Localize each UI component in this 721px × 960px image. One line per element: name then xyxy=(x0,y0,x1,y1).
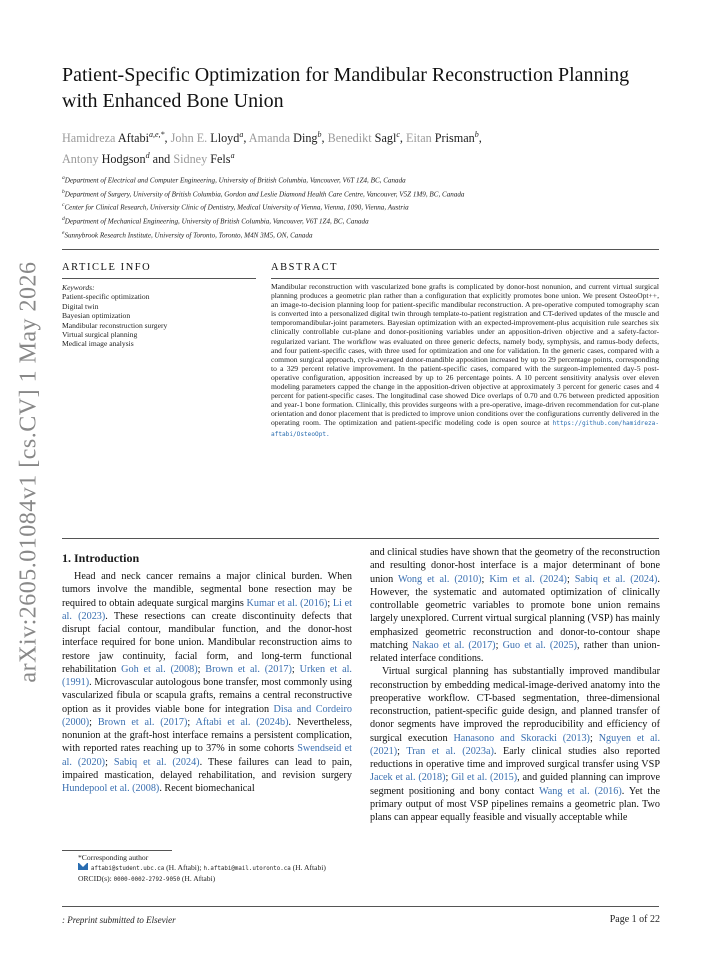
author-first-name: Amanda xyxy=(248,131,294,146)
body-text: Head and neck cancer remains a major clinical burden. When tumors involve the mandible, segmental bone resection may be required to obtain adequate surgical margins xyxy=(62,571,352,609)
article-info-rule xyxy=(62,278,256,279)
orcid-id[interactable]: 0000-0002-2792-9050 xyxy=(113,877,180,884)
header-divider xyxy=(62,249,659,250)
email-owner-2: (H. Aftabi) xyxy=(292,863,326,873)
author xyxy=(173,152,234,166)
affiliation-mark: c xyxy=(62,202,65,209)
intro-paragraph-1 xyxy=(62,570,352,795)
author-affiliation-mark: a,e,* xyxy=(148,130,165,139)
body-text: ; xyxy=(445,772,452,784)
author-last-name: Fels xyxy=(210,152,231,167)
author-affiliation-mark: c xyxy=(396,130,400,139)
email-address-2[interactable]: h.aftabi@mail.utoronto.ca xyxy=(203,866,291,873)
citation-link[interactable]: Brown et al. (2017) xyxy=(97,716,188,728)
body-text: ; xyxy=(197,663,206,675)
affiliation xyxy=(62,228,682,242)
article-info-heading: ARTICLE INFO xyxy=(62,262,152,273)
affiliation xyxy=(62,200,682,214)
author-separator: and xyxy=(149,152,174,167)
code-repository-link[interactable]: https://github.com/hamidreza-aftabi/OsteoOpt. xyxy=(271,420,660,438)
author-affiliation-mark: d xyxy=(145,151,150,161)
body-text: ; xyxy=(291,663,300,675)
affiliation-text: Department of Surgery, University of British Columbia, Gordon and Leslie Diamond Health Care Centre, Vancouver, V5Z 1M9, BC, Canada xyxy=(64,190,465,199)
affiliation-list xyxy=(62,173,682,241)
author-last-name: Hodgson xyxy=(101,152,146,167)
citation-link[interactable]: Hundepool et al. (2008) xyxy=(62,783,160,794)
citation-link[interactable]: Hanasono and Skoracki (2013) xyxy=(453,732,590,744)
body-text: . Recent biomechanical xyxy=(159,783,255,794)
author xyxy=(328,131,406,145)
body-text: , rather than union-related interface conditions. xyxy=(370,639,660,664)
keyword: Bayesian optimization xyxy=(62,311,131,321)
abstract-divider xyxy=(62,538,659,539)
affiliation-text: Sunnybrook Research Institute, University of Toronto, Toronto, M4N 3M5, ON, Canada xyxy=(64,230,313,239)
author-affiliation-mark: b xyxy=(317,130,322,139)
author-last-name: Aftabi xyxy=(117,131,149,146)
introduction-heading: 1. Introduction xyxy=(62,551,140,565)
author-separator: , xyxy=(321,131,328,146)
body-text: ; xyxy=(397,745,407,757)
paper-title xyxy=(62,62,682,114)
citation-link[interactable]: Nguyen et al. (2021) xyxy=(370,732,660,757)
corresponding-author-note: *Corresponding author xyxy=(78,853,149,862)
citation-link[interactable]: Tran et al. (2023a) xyxy=(406,745,494,757)
author-affiliation-mark: a xyxy=(239,130,244,139)
body-text: ; xyxy=(589,732,599,744)
author-separator: , xyxy=(478,131,482,146)
affiliation-text: Department of Electrical and Computer Engineering, University of British Columbia, Vancouver, V6T 1Z4, BC, Canada xyxy=(64,176,406,185)
title-line-2: with Enhanced Bone Union xyxy=(62,90,284,112)
author xyxy=(171,131,249,145)
email-owner-1: (H. Aftabi); xyxy=(166,863,202,873)
keywords-list xyxy=(62,292,262,348)
orcid-line xyxy=(62,874,352,885)
author-first-name: Hamidreza xyxy=(62,131,118,146)
body-text: ; xyxy=(495,639,503,651)
abstract-body xyxy=(271,282,659,439)
author-last-name: Lloyd xyxy=(210,131,240,146)
affiliation xyxy=(62,173,682,187)
body-text: . However, the systematic and automated optimization of clinically controllable geometric variables to promote bone union remains largely unexplored. Current virtual surgical planning (VSP) has mainly emphasized geometric reconstruction and donor-to-contour shape matching xyxy=(370,573,660,651)
author xyxy=(62,131,171,145)
author-affiliation-mark: b xyxy=(474,130,479,139)
citation-link[interactable]: Swendseid et al. (2020) xyxy=(62,743,352,768)
footnote-rule xyxy=(62,850,172,851)
citation-link[interactable]: Kumar et al. (2016) xyxy=(246,597,328,609)
body-text: ; xyxy=(327,597,333,609)
author-separator: , xyxy=(399,131,406,146)
keyword: Mandibular reconstruction surgery xyxy=(62,320,168,330)
body-text: . These resections can create discontinuity defects that disrupt facial contour, mandibular function, and the donor-host interface required for bone union. Mandibular reconstruction aims to restore jaw continuity, facial form, and long-term functional rehabilitation xyxy=(62,610,352,675)
affiliation-mark: e xyxy=(62,229,65,236)
citation-link[interactable]: Jacek et al. (2018) xyxy=(370,772,446,784)
author xyxy=(62,152,173,166)
citation-link[interactable]: Urken et al. (1991) xyxy=(62,663,352,688)
author-first-name: Sidney xyxy=(173,152,211,167)
author-list xyxy=(62,126,682,168)
keyword: Patient-specific optimization xyxy=(62,292,150,302)
citation-link[interactable]: Nakao et al. (2017) xyxy=(412,639,496,651)
affiliation xyxy=(62,214,682,228)
citation-link[interactable]: Wong et al. (2010) xyxy=(398,573,482,585)
author-first-name: Antony xyxy=(62,152,102,167)
citation-link[interactable]: Aftabi et al. (2024b) xyxy=(195,716,289,728)
citation-link[interactable]: Disa and Cordeiro (2000) xyxy=(62,703,352,728)
orcid-owner: (H. Aftabi) xyxy=(181,874,216,884)
body-text: . These failures can lead to pain, impaired mastication, delayed rehabilitation, and revision surgery xyxy=(62,756,352,781)
author-first-name: Benedikt xyxy=(327,131,375,146)
intro-paragraph-3 xyxy=(370,665,660,824)
left-column xyxy=(62,570,352,795)
keyword: Digital twin xyxy=(62,301,99,311)
arxiv-sidebar-stamp xyxy=(12,262,46,682)
footer-rule xyxy=(62,906,659,907)
citation-link[interactable]: Guo et al. (2025) xyxy=(502,639,578,651)
body-text: . Microvascular autologous bone transfer, most commonly using vascularized fibula or scapula grafts, remains a central reconstructive option as it provides viable bone for integration xyxy=(62,677,352,715)
author-first-name: Eitan xyxy=(406,131,435,146)
body-text: . Yet the primary output of most VSP pipelines remains a geometric plan. Two plans can appear equally feasible and visually acceptable while xyxy=(370,785,660,823)
abstract-text: Mandibular reconstruction with vascularized bone grafts is complicated by donor-host nonunion, and current virtual surgical planning produces a geometric plan rather than a configuration that explicitly promotes bone union. We present OsteoOpt++, an image-to-decision planning loop for patient-specific mandibular reconstruction. A pre-operative computed tomography scan is converted into a personalized digital twin through template-to-patient registration and CT-derived updates of the muscle and temporomandibular-joint parameters. Bayesian optimization with an expected-improvement-plus acquisition rule searches six clinically controllable cut-plane and donor-positioning variables under an apposition-driven objective and a safety-factor-regularized variant. The workflow was evaluated on three generic defects, namely body, symphysis, and ramus-body defects, and four patient-specific cases, with three used for optimization and one for validation. In the generic cases, compared with a common surgical approach, cycle-averaged donor-mandible apposition increased by up to 29 percentage points, corresponding to a 329 percent relative improvement. In the patient-specific cases, compared with the surgeon-implemented day-5 post-operative configuration, apposition increased by up to 26 percentage points. A 10 percent sensitivity analysis over eleven modeling parameters capped the change in the apposition-driven objective at approximately 3 percent for generic cases and 4 percent for patient-specific cases. The longitudinal case showed Dice overlaps of 0.70 and 0.76 between predicted apposition and year-1 bone formation. Clinically, this provides surgeons with a pre-operative, image-driven recommendation for cut-plane orientation and donor placement that is predicted to improve union conditions over the configurations currently delivered in the operating room. The optimization and patient-specific modeling code is open source at xyxy=(271,282,659,428)
author-last-name: Prisman xyxy=(434,131,475,146)
citation-link[interactable]: Wang et al. (2016) xyxy=(538,785,622,797)
affiliation xyxy=(62,187,682,201)
abstract-heading: ABSTRACT xyxy=(271,262,339,273)
body-text: , and guided planning can improve segment positioning and bony contact xyxy=(370,772,660,797)
body-text: . Early clinical studies also reported reductions in operative time and improved surgical transfer using VSP xyxy=(370,745,660,770)
body-text: . Nevertheless, nonunion at the graft-host interface remains a persistent complication, with reported rates reaching up to 37% in some cohorts xyxy=(62,716,352,755)
author-last-name: Sagl xyxy=(374,131,397,146)
affiliation-mark: a xyxy=(62,175,65,181)
author-last-name: Ding xyxy=(293,131,318,146)
body-text: Virtual surgical planning has substantially improved mandibular reconstruction by embedding medical-image-derived anatomy into the preoperative workflow. CT-based segmentation, three-dimensional reconstruction, patient-specific guide design, and planned transfer of donor segments have improved the reproducibility and efficiency of surgical execution xyxy=(370,666,660,744)
citation-link[interactable]: Sabiq et al. (2024) xyxy=(113,756,200,768)
page-number: Page 1 of 22 xyxy=(609,914,660,925)
title-line-1: Patient-Specific Optimization for Mandibular Reconstruction Planning xyxy=(62,64,630,86)
citation-link[interactable]: Gil et al. (2015) xyxy=(451,772,518,784)
footnote xyxy=(62,853,352,886)
intro-paragraph-2 xyxy=(370,546,660,665)
orcid-label: ORCID(s): xyxy=(78,874,112,884)
affiliation-mark: d xyxy=(62,215,65,222)
author-separator: , xyxy=(164,131,171,146)
keyword: Medical image analysis xyxy=(62,339,134,349)
body-text: ; xyxy=(105,756,114,768)
affiliation-text: Department of Mechanical Engineering, University of British Columbia, Vancouver, V6T 1Z4, BC, Canada xyxy=(64,217,369,226)
body-text: ; xyxy=(566,573,575,585)
citation-link[interactable]: Kim et al. (2024) xyxy=(489,573,567,585)
email-icon xyxy=(78,863,88,870)
author xyxy=(249,131,328,145)
preprint-notice: : Preprint submitted to Elsevier xyxy=(62,915,176,925)
body-text: ; xyxy=(481,573,490,585)
arxiv-identifier: arXiv:2605.01084v1 [cs.CV] 1 May 2026 xyxy=(15,261,42,683)
citation-link[interactable]: Goh et al. (2008) xyxy=(121,663,198,675)
affiliation-mark: b xyxy=(62,188,65,195)
author-separator: , xyxy=(243,131,249,146)
email-line xyxy=(62,863,352,874)
body-text: and clinical studies have shown that the geometry of the reconstruction and resulting donor-host interface is a major determinant of bone union xyxy=(370,547,660,585)
citation-link[interactable]: Brown et al. (2017) xyxy=(205,663,292,675)
citation-link[interactable]: Sabiq et al. (2024) xyxy=(574,573,658,585)
right-column xyxy=(370,546,660,824)
author-first-name: John E. xyxy=(170,131,211,146)
affiliation-text: Center for Clinical Research, University Clinic of Dentistry, Medical University of Vienna, Vienna, 1090, Vienna, Austria xyxy=(64,203,409,212)
author xyxy=(406,131,482,145)
keywords-block xyxy=(62,283,262,349)
author-affiliation-mark: a xyxy=(230,151,235,161)
citation-link[interactable]: Li et al. (2023) xyxy=(62,597,353,622)
body-text: ; xyxy=(89,716,98,728)
email-address-1[interactable]: aftabi@student.ubc.ca xyxy=(90,866,165,873)
abstract-rule xyxy=(271,278,659,279)
keyword: Virtual surgical planning xyxy=(62,330,138,340)
keywords-label: Keywords: xyxy=(62,283,95,292)
body-text: ; xyxy=(187,716,196,728)
